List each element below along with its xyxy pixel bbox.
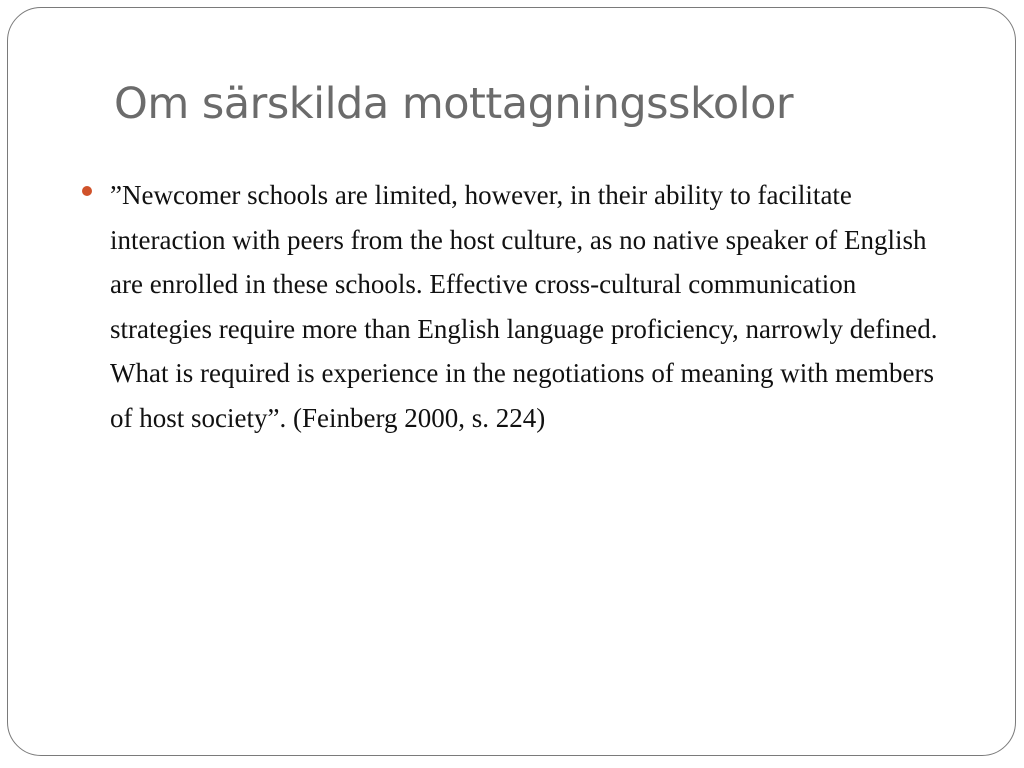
slide <box>7 7 1016 756</box>
slide-title: Om särskilda mottagningsskolor <box>114 79 794 129</box>
bullet-item <box>82 173 962 440</box>
bullet-dot-icon <box>82 186 92 196</box>
slide-content <box>82 173 962 440</box>
bullet-text: ”Newcomer schools are limited, however, in their ability to facilitate interaction with peers from the host culture, as no native speaker of English are enrolled in these schools. Effective cross-cultural communication strategies require more than English language proficiency, narrowly defined. What is required is experience in the negotiations of meaning with members of host society”. (Feinberg 2000, s. 224) <box>110 180 938 433</box>
